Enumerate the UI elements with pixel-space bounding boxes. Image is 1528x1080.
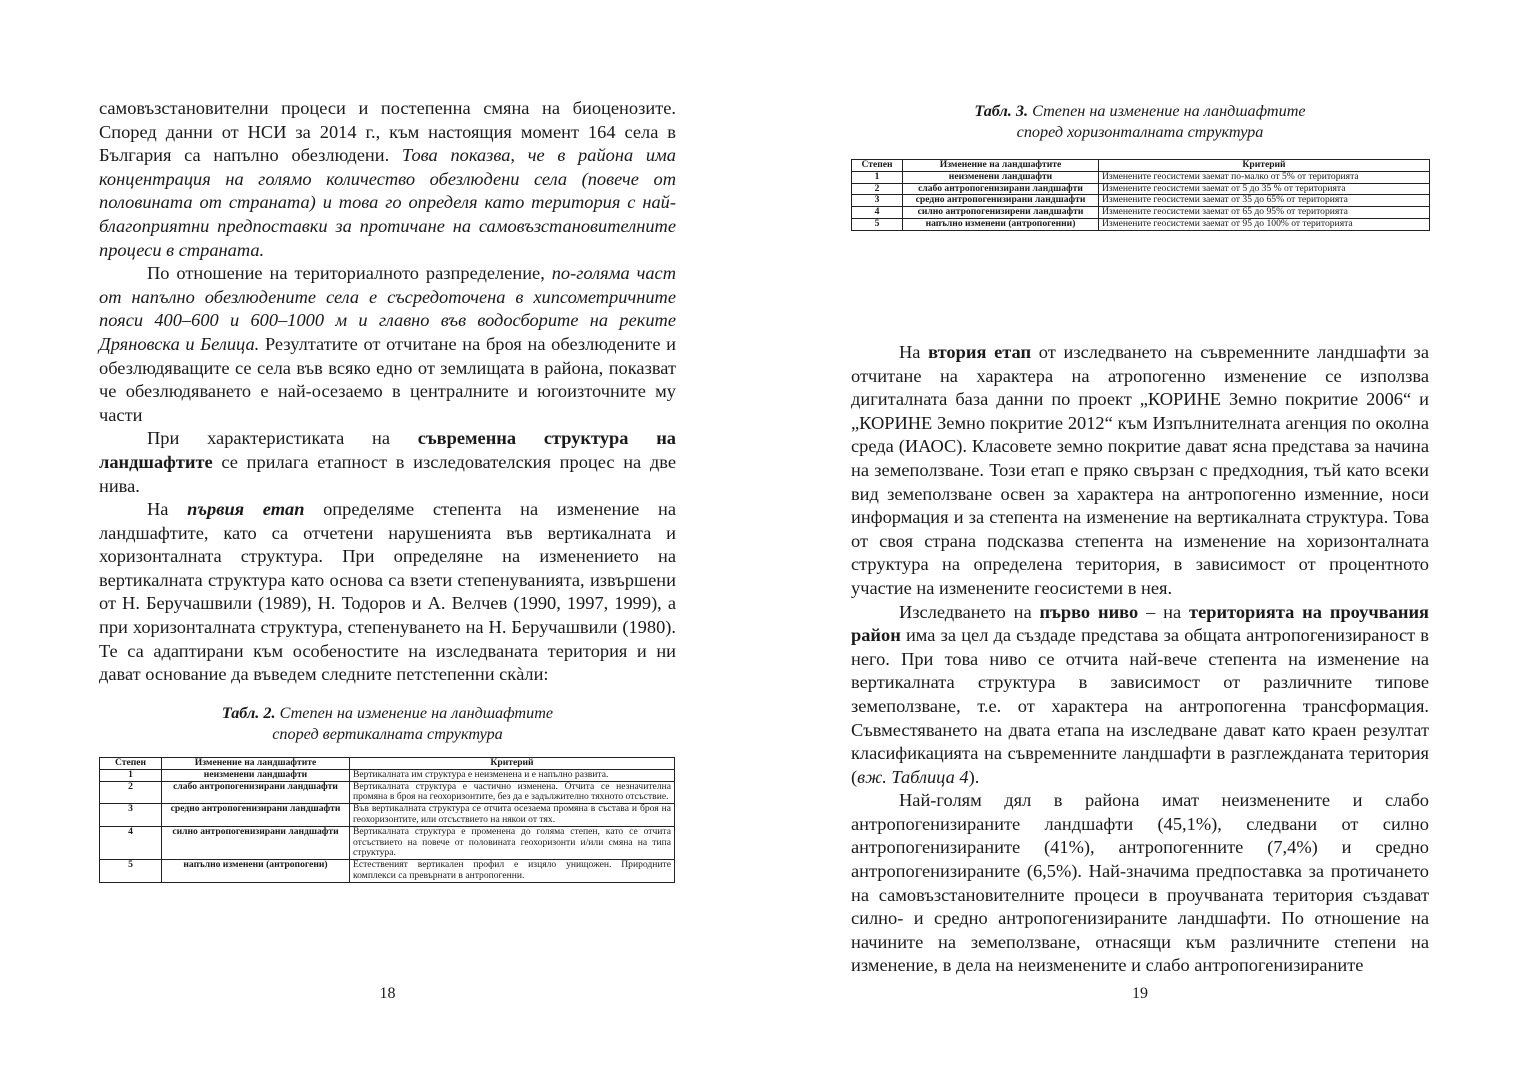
- text-run: втория етап: [928, 342, 1032, 362]
- table3-caption-line2: според хоризонталната структура: [1016, 123, 1264, 141]
- right-page: [851, 0, 1429, 1080]
- text-run: има за цел да създаде представа за общата антропогенизираност в него. При това ниво се отчита най-вече степента на изменение на вертикалната структура в зависимост от различните типове земеползване, т.е. от характера на антропогенна трансформация. Съвместяването на двата етапа на изследване дават като краен резултат класификацията на съвременните ландшафти в разглежданата територия (: [851, 625, 1429, 787]
- right-paragraph: [851, 341, 1429, 601]
- page-number: 18: [379, 985, 396, 1002]
- table-row: [100, 804, 675, 827]
- left-paragraph: [99, 427, 676, 498]
- table2: [99, 757, 675, 883]
- table2-caption-text: Степен на изменение на ландшафтите: [279, 704, 554, 722]
- degree-cell: 2: [852, 183, 903, 195]
- text-run: ).: [968, 766, 980, 787]
- left-paragraph: [99, 498, 676, 687]
- page-number: 19: [1132, 985, 1148, 1002]
- criterion-cell: Естественият вертикален профил е изцяло унищожен. Природните комплекси са превърнати в антропогенни.: [350, 860, 675, 883]
- degree-cell: 1: [100, 769, 162, 781]
- change-cell: силно антропогенизирани ландшафти: [162, 826, 350, 859]
- text-run: се прилага етапност в изследователския процес на две нива.: [99, 451, 676, 496]
- change-cell: напълно изменени (антропогенни): [903, 218, 1099, 230]
- criterion-cell: Вертикалната структура е частично изменена. Отчита се незначителна промяна в броя на геохоризонтите, без да е задължително тяхното отсъствие.: [350, 781, 675, 804]
- text-run: Изследването на: [899, 601, 1040, 622]
- text-run: първия етап: [187, 499, 305, 520]
- text-run: първо ниво: [1039, 601, 1139, 622]
- text-run: вж. Таблица 4: [857, 766, 969, 787]
- left-paragraph: [99, 97, 676, 262]
- criterion-cell: Изменените геосистеми заемат по-малко от 5% от територията: [1099, 171, 1430, 183]
- text-run: – на: [1138, 601, 1190, 622]
- table-row: [852, 183, 1430, 195]
- text-run: съвременна структура на ландшафтите: [99, 428, 676, 472]
- right-paragraph: [851, 601, 1429, 790]
- text-run: По отношение на териториалното разпределение,: [147, 263, 552, 284]
- table3-caption: [851, 101, 1429, 143]
- change-cell: слабо антропогенизирани ландшафти: [162, 781, 350, 804]
- table-row: [100, 769, 675, 781]
- degree-cell: 3: [852, 195, 903, 207]
- text-run: от изследването на съвременните ландшафти за отчитане на характера на атропогенно изменение се използва дигиталната база данни по проект „КОРИНЕ Земно покритие 2006“ и „КОРИНЕ Земно покритие 2012“ към Изпълнителната агенция по околна среда (ИАОС). Класовете земно покритие дават ясна представа за начина на земеползване. Този етап е пряко свързан с предходния, тъй като всеки вид земеползване освен за характера на антропогенно изменние, носи информация и за степента на изменение на вертикалната структура. Това от своя страна подсказва степента на изменение на хоризонталната структура на определена територия, в зависимост от процентното участие на изменените геосистеми в нея.: [851, 342, 1429, 598]
- table3-header-change: Изменение на ландшафтите: [903, 160, 1099, 172]
- table3: [851, 159, 1430, 231]
- table-row: [852, 218, 1430, 230]
- criterion-cell: Изменените геосистеми заемат от 5 до 35 % от територията: [1099, 183, 1430, 195]
- text-run: Това показва, че в района има концентрация на голямо количество обезлюдени села (повече от половината от страната) и това го определя като територия с най-благоприятни предпоставки за протичане на самовъзстановителните процеси в страната.: [99, 145, 676, 260]
- table2-caption-line2: според вертикалната структура: [272, 725, 503, 743]
- table-row: [100, 826, 675, 859]
- degree-cell: 5: [852, 218, 903, 230]
- criterion-cell: Вертикалната структура е променена до голяма степен, като се отчита отсъствието на повече от половината геохоризонти и/или смяна на типа структура.: [350, 826, 675, 859]
- change-cell: средно антропогенизирани ландшафти: [903, 195, 1099, 207]
- text-run: На: [899, 342, 929, 362]
- criterion-cell: Вертикалната им структура е неизменена и е напълно развита.: [350, 769, 675, 781]
- table2-caption-label: Табл. 2.: [221, 704, 276, 722]
- change-cell: неизменени ландшафти: [162, 769, 350, 781]
- change-cell: напълно изменени (антропогени): [162, 860, 350, 883]
- text-run: На: [147, 499, 188, 520]
- table2-header-change: Изменение на ландшафтите: [162, 758, 350, 770]
- criterion-cell: Изменените геосистеми заемат от 95 до 100% от територията: [1099, 218, 1430, 230]
- right-body-text: [851, 341, 1429, 978]
- degree-cell: 5: [100, 860, 162, 883]
- text-run: територията на проучвания район: [851, 601, 1429, 646]
- table3-body: [852, 171, 1430, 230]
- table2-header-criterion: Критерий: [350, 758, 675, 770]
- left-paragraph: [99, 262, 676, 427]
- table2-caption: [99, 703, 676, 745]
- degree-cell: 1: [852, 171, 903, 183]
- table-row: [852, 195, 1430, 207]
- table-row: [852, 207, 1430, 219]
- table2-body: [100, 769, 675, 882]
- text-run: Най-голям дял в района имат неизменените и слабо антропогенизираните ландшафти (45,1%), следвани от силно антропогенизираните (41%), антропогенните (7,4%) и средно антропогенизираните (6,5%). Най-значима предпоставка за протичането на самовъзстановителните процеси в проучваната територия създават силно- и средно антропогенизираните ландшафти. По отношение на начините на земеползване, отнасящи към различните степени на изменение, в дела на неизменените и слабо антропогенизираните: [851, 790, 1429, 976]
- table3-caption-label: Табл. 3.: [974, 102, 1029, 120]
- table-row: [100, 781, 675, 804]
- criterion-cell: Изменените геосистеми заемат от 35 до 65% от територията: [1099, 195, 1430, 207]
- degree-cell: 3: [100, 804, 162, 827]
- criterion-cell: Изменените геосистеми заемат от 65 до 95% от територията: [1099, 207, 1430, 219]
- table3-header-criterion: Критерий: [1099, 160, 1430, 172]
- change-cell: неизменени ландшафти: [903, 171, 1099, 183]
- table-row: [852, 171, 1430, 183]
- table3-header-degree: Степен: [852, 160, 903, 172]
- text-run: При характеристиката на: [147, 428, 418, 449]
- right-paragraph: [851, 789, 1429, 978]
- text-run: определяме степента на изменение на ландшафтите, като са отчетени нарушенията във вертикалната и хоризонталната структура. При определяне на изменението на вертикалната структура като основа са взети степенуванията, извършени от Н. Беручашвили (1989), Н. Тодоров и А. Велчев (1990, 1997, 1999), а при хоризонталната структура, степенуването на Н. Беручашвили (1980). Те са адаптирани към особеностите на изследваната територия и ни дават основание да въведем следните петстепенни скàли:: [99, 499, 676, 685]
- degree-cell: 4: [100, 826, 162, 859]
- change-cell: средно антропогенизирани ландшафти: [162, 804, 350, 827]
- criterion-cell: Във вертикалната структура се отчита осезаема промяна в състава и броя на геохоризонтите, или отсъствието на някои от тях.: [350, 804, 675, 827]
- change-cell: силно антропогенизирени ландшафти: [903, 207, 1099, 219]
- degree-cell: 2: [100, 781, 162, 804]
- text-run: Резултатите от отчитане на броя на обезлюдените и обезлюдяващите се села във всяко едно от землищата в района, показват че обезлюдяването е най-осезаемо в централните и югоизточните му части: [99, 333, 676, 425]
- change-cell: слабо антропогенизирани ландшафти: [903, 183, 1099, 195]
- left-page: [99, 0, 676, 1080]
- left-body-text: [99, 97, 676, 687]
- text-run: самовъзстановителни процеси и постепенна смяна на биоценозите. Според данни от НСИ за 2014 г., към настоящия момент 164 села в България са напълно обезлюдени.: [99, 98, 676, 166]
- table-row: [100, 860, 675, 883]
- table3-caption-text: Степен на изменение на ландшафтите: [1032, 102, 1306, 120]
- text-run: по-голяма част от напълно обезлюдените села е съсредоточена в хипсометричните пояси 400–600 и 600–1000 м и главно във водосборите на реките Дряновска и Белица.: [99, 263, 676, 354]
- table2-header-degree: Степен: [100, 758, 162, 770]
- degree-cell: 4: [852, 207, 903, 219]
